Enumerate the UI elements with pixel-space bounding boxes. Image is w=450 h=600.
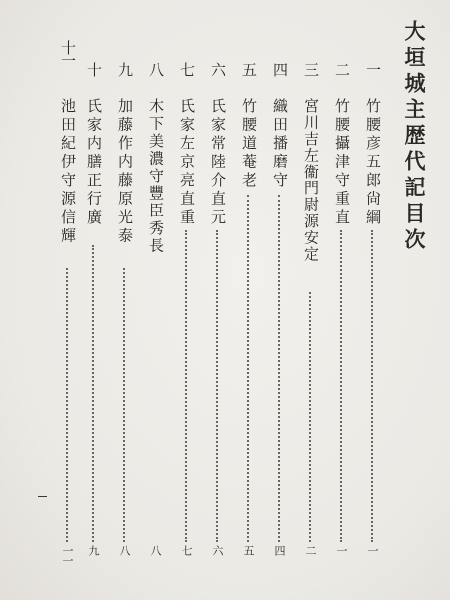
entry-number: 七 bbox=[178, 62, 196, 78]
entry-number: 十一 bbox=[59, 40, 77, 66]
leader-dots bbox=[340, 230, 344, 542]
entry-page-number: 九 bbox=[87, 545, 100, 558]
leader-dots bbox=[123, 268, 127, 542]
entry-number: 十 bbox=[85, 62, 103, 78]
leader-dots bbox=[371, 230, 375, 542]
leader-dots bbox=[216, 230, 220, 542]
entry-name: 宮川吉左衞門尉源安定 bbox=[302, 98, 320, 262]
entry-name: 竹腰彦五郎尙綱 bbox=[364, 98, 382, 228]
entry-name: 池田紀伊守源信輝 bbox=[59, 98, 77, 246]
entry-page-number: 一一 bbox=[61, 545, 74, 565]
entry-page-number: 八 bbox=[149, 545, 162, 558]
entry-page-number: 四 bbox=[273, 545, 286, 558]
entry-page-number: 五 bbox=[242, 545, 255, 558]
entry-number: 三 bbox=[302, 62, 320, 78]
entry-name: 氏家常陸介直元 bbox=[209, 98, 227, 228]
entry-page-number: 七 bbox=[180, 545, 193, 558]
leader-dots bbox=[66, 268, 70, 542]
leader-dots bbox=[309, 292, 313, 542]
folio-number bbox=[38, 496, 47, 497]
entry-number: 六 bbox=[209, 62, 227, 78]
entry-page-number: 八 bbox=[118, 545, 131, 558]
entry-page-number: 一 bbox=[335, 545, 348, 558]
page-title: 大垣城主歴代記目次 bbox=[402, 20, 427, 254]
entry-name: 加藤作内藤原光泰 bbox=[116, 98, 134, 246]
entry-number: 二 bbox=[333, 62, 351, 78]
leader-dots bbox=[278, 195, 282, 542]
entry-name: 織田播磨守 bbox=[271, 98, 289, 191]
leader-dots bbox=[92, 245, 96, 542]
entry-page-number: 六 bbox=[211, 545, 224, 558]
entry-name: 木下美濃守豐臣秀長 bbox=[147, 98, 165, 255]
entry-number: 八 bbox=[147, 62, 165, 78]
entry-number: 四 bbox=[271, 62, 289, 78]
entry-number: 九 bbox=[116, 62, 134, 78]
entry-name: 氏家左京亮直重 bbox=[178, 98, 196, 228]
leader-dots bbox=[247, 195, 251, 542]
entry-name: 氏家内膳正行廣 bbox=[85, 98, 103, 228]
entry-number: 五 bbox=[240, 62, 258, 78]
entry-name: 竹腰道菴老 bbox=[240, 98, 258, 191]
entry-page-number: 二 bbox=[304, 545, 317, 558]
leader-dots bbox=[185, 230, 189, 542]
entry-name: 竹腰攝津守重直 bbox=[333, 98, 351, 228]
entry-page-number: 一 bbox=[366, 545, 379, 558]
entry-number: 一 bbox=[364, 62, 382, 78]
